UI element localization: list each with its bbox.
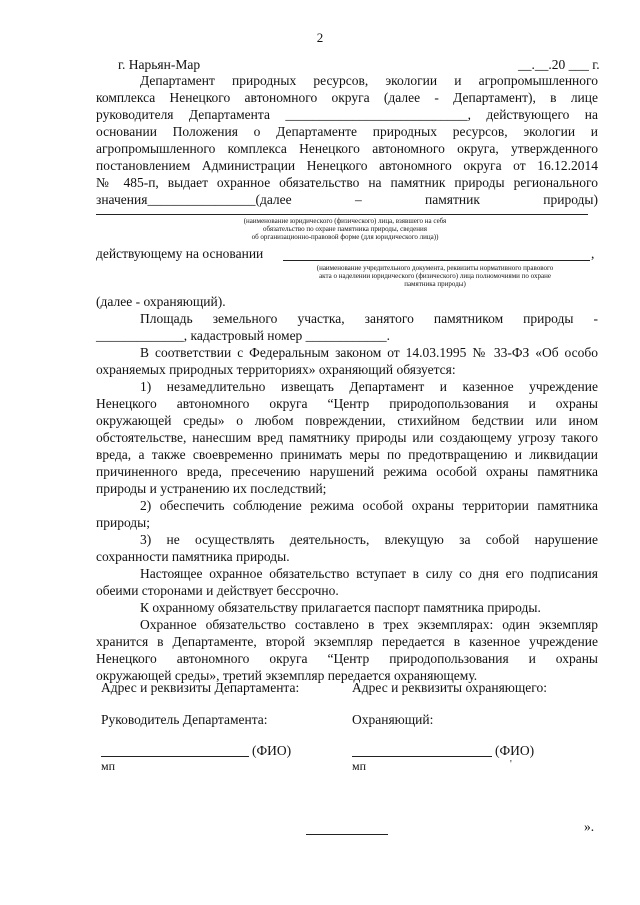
basis-note: памятника природы) bbox=[404, 280, 466, 288]
fio-right: (ФИО) bbox=[495, 743, 535, 758]
dept-head-label: Руководитель Департамента: bbox=[101, 712, 268, 727]
basis-blank-line bbox=[283, 260, 590, 261]
fio-left: (ФИО) bbox=[252, 743, 292, 758]
page-number: 2 bbox=[316, 30, 324, 45]
guardian-label: (далее - охраняющий). bbox=[96, 294, 226, 309]
para1-line: значения________________(далее – памятник природы) bbox=[96, 192, 598, 207]
closing-quote: ». bbox=[584, 819, 595, 834]
entity-note: (наименование юридического (физического) лица, взявшего на себя bbox=[243, 217, 447, 225]
para1-line: Департамент природных ресурсов, экологии и агропромышленного bbox=[140, 73, 598, 88]
entity-note: об организационно-правовой форме (для юридического лица)) bbox=[251, 233, 439, 241]
item3-line: сохранности памятника природы. bbox=[96, 549, 290, 564]
law-line: В соответствии с Федеральным законом от 14.03.1995 № 33-ФЗ «Об особо bbox=[140, 345, 598, 360]
item1-line: причиненного вреда, пресечению нарушений режима особой охраны памятника bbox=[96, 464, 598, 479]
document-page: 2 г. Нарьян-Мар __.__.20 ___ г. Департамент природных ресурсов, экологии и агропромышленного комплекса Ненецкого автономного округа (далее - Департамент), в лице руководителя Департамента ___________________________, действующего на основании Положения о Департаменте природных ресурсов, экологии и агропромышленного комплекса Ненецкого автономного округа, утвержденного постановлением Администрации Ненецкого автономного округа от 16.12.2014 № 485-п, выдает охранное обязательство на памятник природы регионального значения________________(далее – памятник природы) (наименование юридического (физического) лица, взявшего на себя обязательство по охране памятника природы, сведения об организационно-правовой форме (для юридического лица)) действующему на основании , (наименование учредительного документа, реквизиты нормативного правового акта о наделении юридического (физического) лица полномочиями по охране памятника природы) (далее - охраняющий). Площадь земельного участка, занятого памятником природы - _____________, кадастровый номер ____________. В соответствии с Федеральным законом от 14.03.1995 № 33-ФЗ «Об особо охраняемых природных территориях» охраняющий обязуется: 1) незамедлительно извещать Департамент и казенное учреждение Ненецкого автономного округа “Центр природопользования и охраны окружающей среды» о любом повреждении, стихийном бедствии или ином обстоятельстве, нанесшим вред памятнику природы или создающему угрозу такого вреда, а также своевременно принимать меры по предотвращению и ликвидации причиненного вреда, пресечению нарушений режима особой охраны памятника природы и устранению их последствий; 2) обеспечить соблюдение режима особой охраны территории памятника природы; 3) не осуществлять деятельность, влекущую за собой нарушение сохранности памятника природы. Настоящее охранное обязательство вступает в силу со дня его подписания обеими сторонами и действует бессрочно. К охранному обязательству прилагается паспорт памятника природы. Охранное обязательство составлено в трех экземплярах: один экземпляр хранится в Департаменте, второй экземпляр передается в казенное учреждение Ненецкого автономного округа “Центр природопользования и охраны окружающей среды», третий экземпляр передается охраняющему. Адрес и реквизиты Департамента: Адрес и реквизиты охраняющего: Руководитель Департамента: Охраняющий: (ФИО) (ФИО) мп мп ' ». bbox=[0, 0, 640, 905]
law-line: охраняемых природных территориях» охраняющий обязуется: bbox=[96, 362, 456, 377]
para1-line: постановлением Администрации Ненецкого автономного округа от 16.12.2014 bbox=[96, 158, 598, 173]
para1-line: № 485-п, выдает охранное обязательство на памятник природы регионального bbox=[96, 175, 598, 190]
guard-address-label: Адрес и реквизиты охраняющего: bbox=[352, 680, 547, 695]
item1-line: вреда, а также своевременно принимать меры по предотвращению и ликвидации bbox=[96, 447, 598, 462]
item1-line: природы и устранению их последствий; bbox=[96, 481, 327, 496]
guard-signature-line bbox=[352, 756, 492, 757]
para1-line: агропромышленного комплекса Ненецкого автономного округа, утвержденного bbox=[96, 141, 598, 156]
area-line: Площадь земельного участка, занятого памятником природы - bbox=[140, 311, 598, 326]
item2-line: природы; bbox=[96, 515, 150, 530]
tick-mark: ' bbox=[510, 759, 512, 770]
item1-line: Ненецкого автономного округа “Центр природопользования и охраны bbox=[96, 396, 598, 411]
date-field: __.__.20 ___ г. bbox=[518, 57, 600, 72]
effect-line: обеими сторонами и действует бессрочно. bbox=[96, 583, 339, 598]
copies-line: Ненецкого автономного округа “Центр природопользования и охраны bbox=[96, 651, 598, 666]
item1-line: 1) незамедлительно извещать Департамент и казенное учреждение bbox=[140, 379, 598, 394]
copies-line: хранится в Департаменте, второй экземпляр передается в казенное учреждение bbox=[96, 634, 598, 649]
basis-note: акта о наделении юридического (физического) лица полномочиями по охране bbox=[319, 272, 551, 280]
copies-line: Охранное обязательство составлено в трех экземплярах: один экземпляр bbox=[140, 617, 598, 632]
dept-signature-line bbox=[101, 756, 249, 757]
item1-line: окружающей среды» о любом повреждении, стихийном бедствии или ином bbox=[96, 413, 598, 428]
end-line bbox=[306, 834, 388, 835]
entity-note: обязательство по охране памятника природы, сведения bbox=[263, 225, 427, 233]
stamp-right: мп bbox=[352, 759, 367, 773]
basis-note: (наименование учредительного документа, реквизиты нормативного правового bbox=[316, 264, 554, 272]
effect-line: Настоящее охранное обязательство вступает в силу со дня его подписания bbox=[140, 566, 598, 581]
acting-basis-label: действующему на основании bbox=[96, 246, 264, 261]
entity-blank-line bbox=[96, 214, 588, 215]
para1-line: комплекса Ненецкого автономного округа (далее - Департамент), в лице bbox=[96, 90, 598, 105]
city-label: г. Нарьян-Мар bbox=[118, 57, 201, 72]
stamp-left: мп bbox=[101, 759, 116, 773]
item2-line: 2) обеспечить соблюдение режима особой охраны территории памятника bbox=[140, 498, 598, 513]
para1-line: руководителя Департамента ___________________________, действующего на bbox=[96, 107, 598, 122]
item3-line: 3) не осуществлять деятельность, влекущую за собой нарушение bbox=[140, 532, 598, 547]
area-line: _____________, кадастровый номер ____________. bbox=[96, 328, 391, 343]
item1-line: обстоятельстве, нанесшим вред памятнику природы или создающему угрозу такого bbox=[96, 430, 598, 445]
guard-label: Охраняющий: bbox=[352, 712, 434, 727]
para1-line: основании Положения о Департаменте природных ресурсов, экологии и bbox=[96, 124, 598, 139]
dept-address-label: Адрес и реквизиты Департамента: bbox=[101, 680, 300, 695]
copies-line: окружающей среды», третий экземпляр передается охраняющему. bbox=[96, 668, 478, 683]
passport-line: К охранному обязательству прилагается паспорт памятника природы. bbox=[140, 600, 541, 615]
